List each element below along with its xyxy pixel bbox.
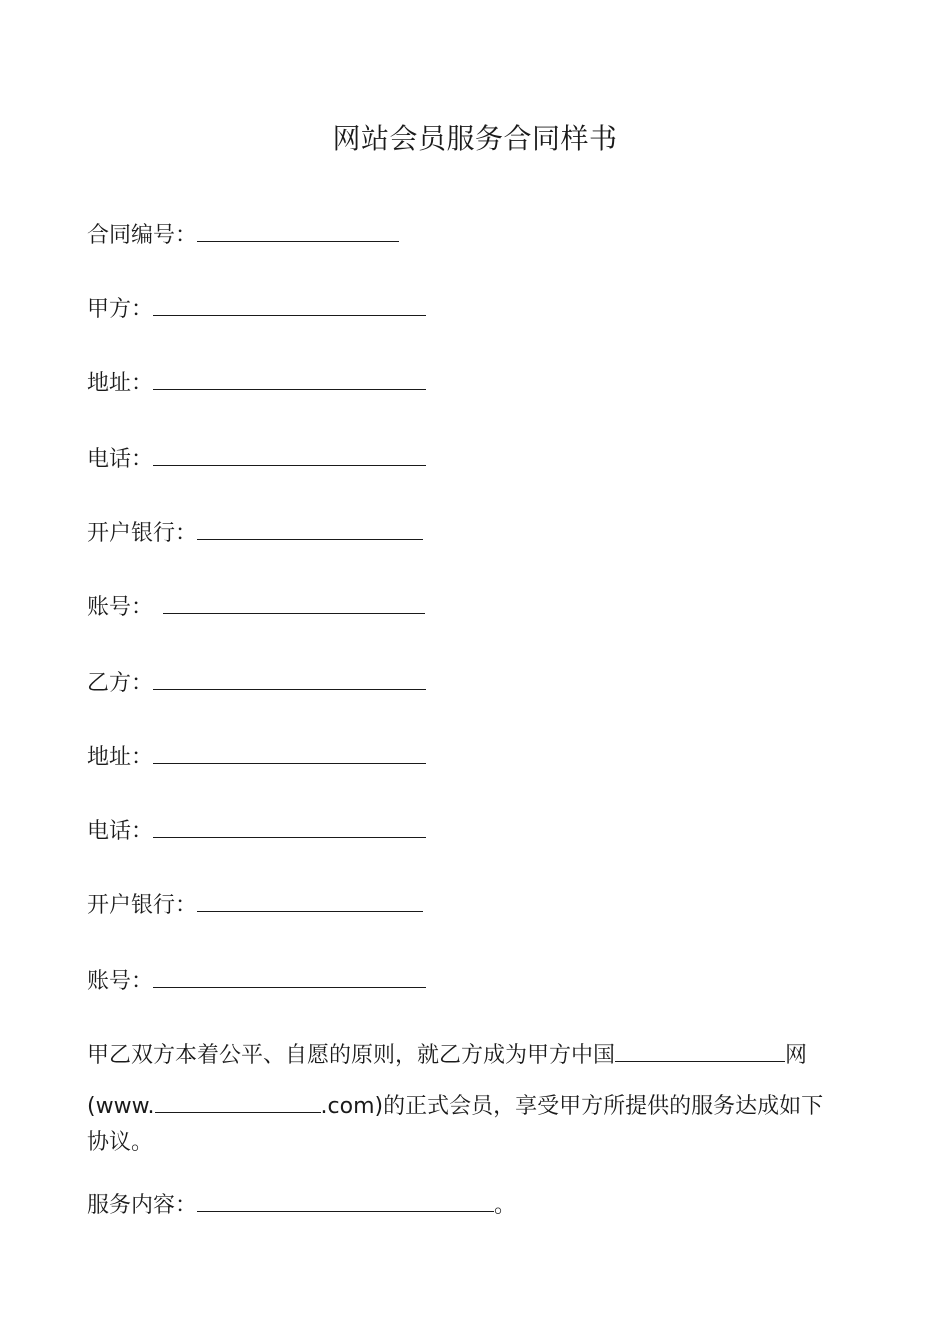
agreement-line-1 <box>87 1039 867 1073</box>
blank-line <box>615 1039 785 1062</box>
field-label: 开户银行： <box>87 893 198 918</box>
field-label: 账号： <box>87 969 154 994</box>
blank-line <box>153 741 426 764</box>
party-b-bank-field <box>87 889 423 923</box>
agreement-text: (www. <box>87 1094 155 1119</box>
party-b-phone-field <box>87 815 426 849</box>
agreement-text: .com)的正式会员，享受甲方所提供的服务达成如下 <box>320 1094 824 1119</box>
field-label: 地址： <box>87 745 154 770</box>
party-a-phone-field <box>87 443 426 477</box>
field-label: 开户银行： <box>87 521 198 546</box>
agreement-text: 协议。 <box>87 1130 154 1155</box>
blank-line <box>197 517 423 540</box>
blank-line <box>197 889 423 912</box>
blank-line <box>155 1090 321 1113</box>
blank-line <box>153 965 426 988</box>
blank-line <box>153 293 426 316</box>
agreement-line-3 <box>87 1126 867 1160</box>
blank-line <box>197 1189 494 1212</box>
party-a-address-field <box>87 367 426 401</box>
blank-line <box>153 367 426 390</box>
document-title: 网站会员服务合同样书 <box>332 122 618 155</box>
field-label: 服务内容： <box>87 1193 198 1218</box>
field-label: 电话： <box>87 819 154 844</box>
field-label: 账号： <box>87 595 154 620</box>
contract-number-field <box>87 219 399 253</box>
field-label: 合同编号： <box>87 223 198 248</box>
blank-line <box>197 219 399 242</box>
party-a-field <box>87 293 426 327</box>
party-a-bank-field <box>87 517 423 551</box>
party-b-address-field <box>87 741 426 775</box>
party-a-account-field <box>87 591 425 625</box>
field-label: 乙方： <box>87 671 154 696</box>
blank-line <box>153 443 426 466</box>
blank-line <box>163 591 425 614</box>
service-content-field <box>87 1189 516 1223</box>
agreement-text: 甲乙双方本着公平、自愿的原则，就乙方成为甲方中国 <box>87 1043 616 1068</box>
party-b-account-field <box>87 965 426 999</box>
service-end-punctuation: 。 <box>494 1193 517 1218</box>
field-label: 甲方： <box>87 297 154 322</box>
agreement-line-2 <box>87 1090 867 1124</box>
field-label: 地址： <box>87 371 154 396</box>
blank-line <box>153 667 426 690</box>
field-label: 电话： <box>87 447 154 472</box>
blank-line <box>153 815 426 838</box>
agreement-text: 网 <box>785 1043 808 1068</box>
party-b-field <box>87 667 426 701</box>
